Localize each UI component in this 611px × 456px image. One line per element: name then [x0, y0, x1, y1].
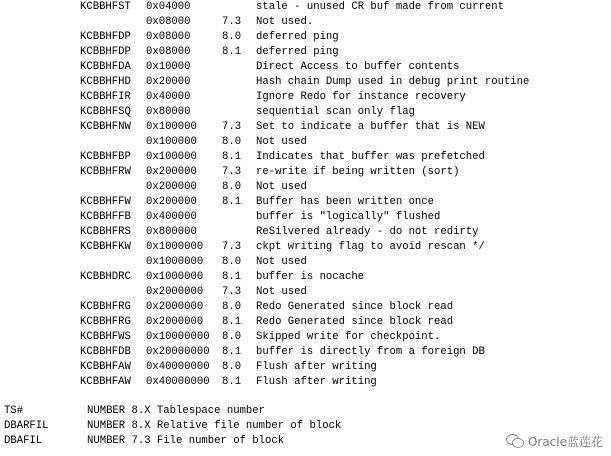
flag-value: 0x2000000 [146, 286, 204, 298]
flag-description: Not used [256, 256, 307, 268]
flag-value: 0x40000000 [146, 376, 210, 388]
flag-name: KCBBHFIR [80, 91, 131, 103]
flag-description: Buffer has been written once [256, 196, 435, 208]
flag-value: 0x40000 [146, 91, 191, 103]
flag-name: KCBBHFBP [80, 151, 131, 163]
flag-value: 0x20000 [146, 76, 191, 88]
flag-value: 0x40000000 [146, 361, 210, 373]
flag-description: Not used. [256, 16, 314, 28]
flag-value: 0x08000 [146, 46, 191, 58]
flag-description: Indicates that buffer was prefetched [256, 151, 485, 163]
flag-value: 0x2000000 [146, 301, 204, 313]
field-definition: NUMBER 8.X Tablespace number [87, 405, 266, 417]
flag-value: 0x20000000 [146, 346, 210, 358]
flag-value: 0x1000000 [146, 241, 204, 253]
flag-description: deferred ping [256, 46, 339, 58]
flag-description: Not used [256, 286, 307, 298]
flag-version: 7.3 [222, 241, 242, 253]
flag-version: 8.1 [222, 46, 242, 58]
flag-description: stale - unused CR buf made from current [256, 1, 504, 13]
flag-version: 8.0 [222, 361, 242, 373]
flag-name: KCBBHFST [80, 1, 131, 13]
flag-description: buffer is "logically" flushed [256, 211, 441, 223]
field-name: TS# [4, 405, 24, 417]
field-name: DBAFIL [4, 435, 43, 447]
flag-name: KCBBHFRW [80, 166, 131, 178]
flag-version: 8.0 [222, 181, 242, 193]
flag-version: 8.1 [222, 376, 242, 388]
flag-version: 8.0 [222, 31, 242, 43]
flag-value: 0x200000 [146, 196, 197, 208]
flag-version: 8.1 [222, 151, 242, 163]
flag-description: Redo Generated since block read [256, 301, 454, 313]
flag-version: 8.0 [222, 331, 242, 343]
flag-version: 8.1 [222, 316, 242, 328]
flag-value: 0x08000 [146, 16, 191, 28]
flag-value: 0x08000 [146, 31, 191, 43]
flag-version: 7.3 [222, 286, 242, 298]
flag-description: ReSilvered already - do not redirty [256, 226, 479, 238]
flag-name: KCBBHFDB [80, 346, 131, 358]
flag-name: KCBBHFRG [80, 316, 131, 328]
flag-description: Ignore Redo for instance recovery [256, 91, 466, 103]
flag-value: 0x100000 [146, 151, 197, 163]
flag-name: KCBBHFAW [80, 376, 131, 388]
flag-value: 0x800000 [146, 226, 197, 238]
flag-name: KCBBHFDP [80, 31, 131, 43]
flag-name: KCBBHFFB [80, 211, 131, 223]
flag-description: buffer is nocache [256, 271, 365, 283]
flag-value: 0x80000 [146, 106, 191, 118]
flag-description: Not used [256, 181, 307, 193]
flag-value: 0x400000 [146, 211, 197, 223]
field-definition: NUMBER 8.X Relative file number of block [87, 420, 342, 432]
flag-name: KCBBHFRG [80, 301, 131, 313]
flag-name: KCBBHFWS [80, 331, 131, 343]
flag-name: KCBBHFAW [80, 361, 131, 373]
flag-description: Hash chain Dump used in debug print routine [256, 76, 530, 88]
flag-value: 0x1000000 [146, 256, 204, 268]
flag-name: KCBBHFHD [80, 76, 131, 88]
flag-name: KCBBHFDA [80, 61, 131, 73]
flag-description: Set to indicate a buffer that is NEW [256, 121, 485, 133]
flag-version: 7.3 [222, 121, 242, 133]
flag-description: Not used [256, 136, 307, 148]
watermark [506, 430, 603, 452]
flag-description: buffer is directly from a foreign DB [256, 346, 485, 358]
flag-description: Flush after writing [256, 361, 377, 373]
flag-description: ckpt writing flag to avoid rescan */ [256, 241, 485, 253]
flag-value: 0x04000 [146, 1, 191, 13]
watermark-text: Oracle蓝莲花 [527, 434, 603, 449]
flag-version: 7.3 [222, 16, 242, 28]
flag-version: 8.0 [222, 256, 242, 268]
flag-version: 8.1 [222, 346, 242, 358]
flag-description: Redo Generated since block read [256, 316, 454, 328]
flag-description: deferred ping [256, 31, 339, 43]
field-definition: NUMBER 7.3 File number of block [87, 435, 285, 447]
flag-name: KCBBHFNW [80, 121, 131, 133]
flag-version: 8.1 [222, 196, 242, 208]
wechat-icon [506, 434, 524, 448]
flag-value: 0x1000000 [146, 271, 204, 283]
flag-description: re-write if being written (sort) [256, 166, 460, 178]
flag-name: KCBBHFRS [80, 226, 131, 238]
flag-value: 0x10000 [146, 61, 191, 73]
flag-version: 8.1 [222, 271, 242, 283]
flag-description: Flush after writing [256, 376, 377, 388]
flag-name: KCBBHFKW [80, 241, 131, 253]
flag-description: Direct Access to buffer contents [256, 61, 460, 73]
flag-version: 8.0 [222, 136, 242, 148]
flag-version: 7.3 [222, 166, 242, 178]
flag-value: 0x200000 [146, 166, 197, 178]
flag-value: 0x200000 [146, 181, 197, 193]
flag-name: KCBBHFDP [80, 46, 131, 58]
flag-description: Skipped write for checkpoint. [256, 331, 441, 343]
field-name: DBARFIL [4, 420, 49, 432]
flag-description: sequential scan only flag [256, 106, 415, 118]
flag-value: 0x100000 [146, 121, 197, 133]
flag-name: KCBBHFSQ [80, 106, 131, 118]
flag-name: KCBBHDRC [80, 271, 131, 283]
flag-version: 8.0 [222, 301, 242, 313]
flag-value: 0x100000 [146, 136, 197, 148]
flag-name: KCBBHFFW [80, 196, 131, 208]
flag-value: 0x2000000 [146, 316, 204, 328]
flag-value: 0x10000000 [146, 331, 210, 343]
